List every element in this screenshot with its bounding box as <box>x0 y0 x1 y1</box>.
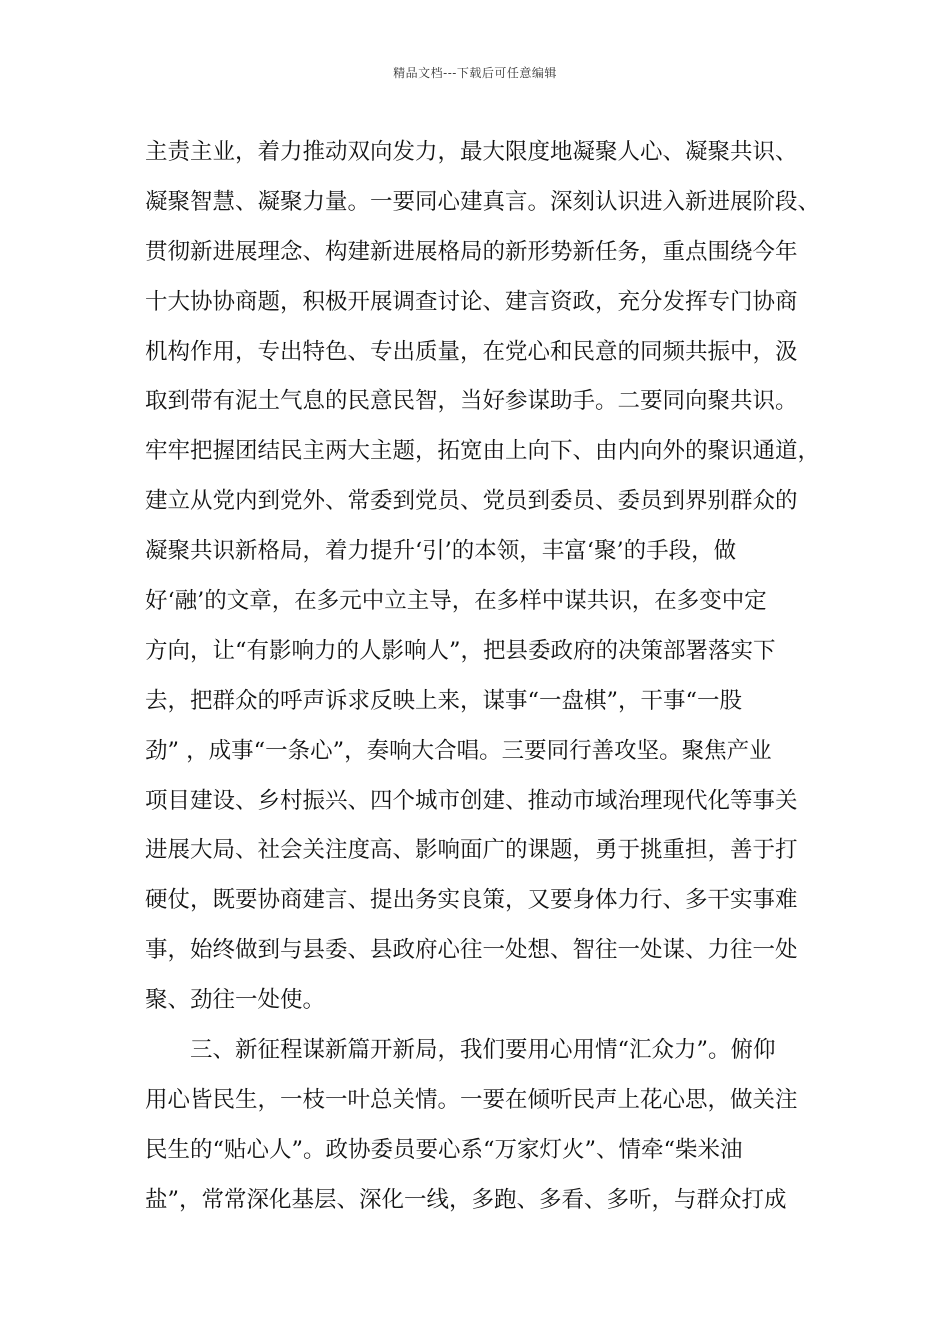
text-line: 凝聚智慧、凝聚力量。一要同心建真言。深刻认识进入新进展阶段、 <box>145 188 821 215</box>
text-line: 三、新征程谋新篇开新局，我们要用心用情“汇众力”。俯仰 <box>190 1037 776 1064</box>
text-line: 项目建设、乡村振兴、四个城市创建、推动市域治理现代化等事关 <box>145 787 798 814</box>
text-line: 主责主业，着力推动双向发力，最大限度地凝聚人心、凝聚共识、 <box>145 139 798 165</box>
text-line: 建立从党内到党外、常委到党员、党员到委员、委员到界别群众的 <box>145 488 798 515</box>
document-body <box>145 128 835 1226</box>
text-line: 劲” ，成事“一条心”，奏响大合唱。三要同行善攻坚。聚焦产业 <box>145 737 772 764</box>
paragraph-2 <box>145 1026 835 1226</box>
text-line: 盐”，常常深化基层、深化一线，多跑、多看、多听，与群众打成 <box>145 1186 787 1213</box>
text-line: 聚、劲往一处使。 <box>145 987 326 1014</box>
text-line: 牢牢把握团结民主两大主题，拓宽由上向下、由内向外的聚识通道， <box>145 438 821 465</box>
paragraph-1 <box>145 128 835 1026</box>
page-header: 精品文档---下载后可任意编辑 <box>393 66 557 80</box>
text-line: 方向，让“有影响力的人影响人”，把县委政府的决策部署落实下 <box>145 637 776 664</box>
text-line: 民生的“贴心人”。政协委员要心系“万家灯火”、情牵“柴米油 <box>145 1136 743 1163</box>
text-line: 事，始终做到与县委、县政府心往一处想、智往一处谋、力往一处 <box>145 937 798 964</box>
text-line: 十大协协商题，积极开展调查讨论、建言资政，充分发挥专门协商 <box>145 288 798 315</box>
text-line: 机构作用，专出特色、专出质量，在党心和民意的同频共振中，汲 <box>145 338 798 365</box>
text-line: 用心皆民生，一枝一叶总关情。一要在倾听民声上花心思，做关注 <box>145 1086 798 1113</box>
text-line: 贯彻新进展理念、构建新进展格局的新形势新任务，重点围绕今年 <box>145 238 798 265</box>
text-line: 凝聚共识新格局，着力提升‘引’的本领，丰富‘聚’的手段，做 <box>145 538 737 565</box>
text-line: 取到带有泥土气息的民意民智，当好参谋助手。二要同向聚共识。 <box>145 388 798 415</box>
text-line: 进展大局、社会关注度高、影响面广的课题，勇于挑重担，善于打 <box>145 837 798 864</box>
text-line: 硬仗，既要协商建言、提出务实良策，又要身体力行、多干实事难 <box>145 887 798 914</box>
text-line: 好‘融’的文章，在多元中立主导，在多样中谋共识，在多变中定 <box>145 588 767 615</box>
text-line: 去，把群众的呼声诉求反映上来，谋事“一盘棋”，干事“一股 <box>145 687 743 714</box>
